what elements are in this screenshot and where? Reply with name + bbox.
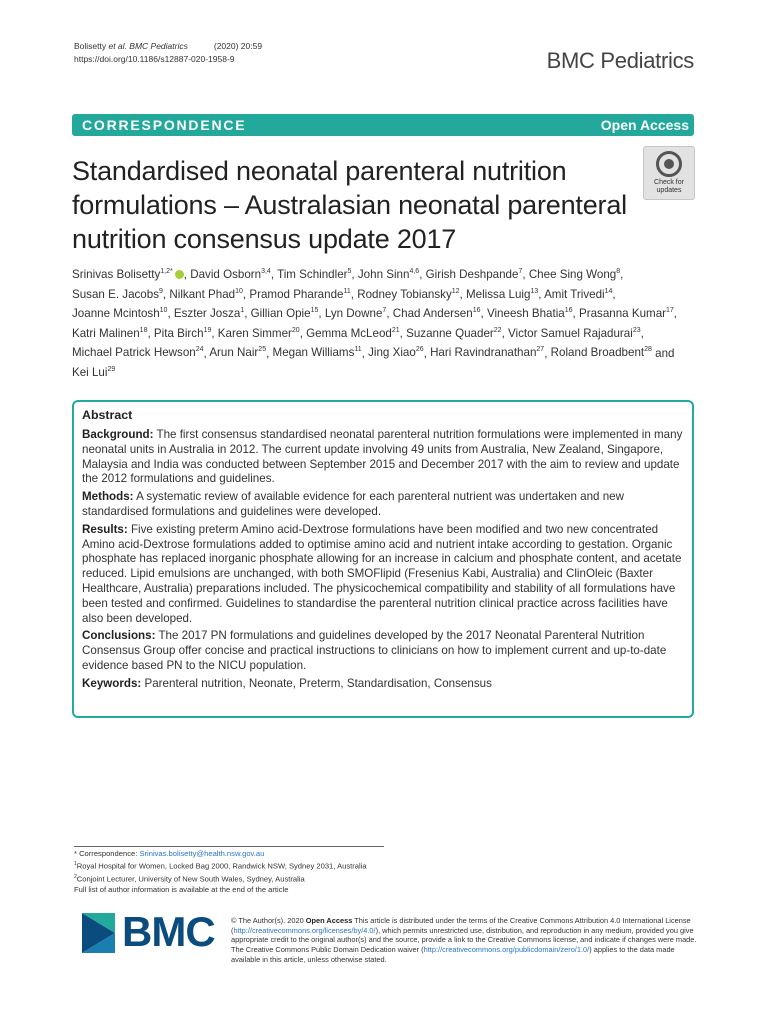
article-title: Standardised neonatal parenteral nutrition formulations – Australasian neonatal parenteral nutrition consensus update 2017 [72, 156, 627, 254]
author-affiliation: 5 [347, 268, 352, 275]
author-name: Pita Birch$^{19}$ [153, 326, 212, 340]
author-affiliation: 17 [666, 307, 674, 315]
author-name: Susan E. Jacobs$^9$ [72, 287, 163, 301]
author-name: David Osborn$^{3,4}$ [190, 267, 271, 281]
author-name: Rodney Tobiansky$^{12}$ [357, 287, 460, 301]
keywords-text: Parenteral nutrition, Neonate, Preterm, Standardisation, Consensus [141, 676, 492, 690]
cc-zero-link[interactable]: http://creativecommons.org/publicdomain/zero/1.0/ [423, 945, 590, 955]
author-name: Hari Ravindranathan$^{27}$ [430, 346, 545, 360]
abstract-background [82, 428, 684, 487]
abstract-methods [82, 490, 684, 520]
author-affiliation: 14 [604, 287, 613, 295]
badge-line-1: Check for [654, 179, 684, 186]
author-name: Eszter Josza$^1$ [173, 307, 245, 321]
keywords-label: Keywords: [82, 676, 142, 690]
open-access-label: Open Access [600, 117, 689, 133]
author-name: Melissa Luig$^{13}$ [466, 287, 539, 301]
author-affiliation: 10 [159, 307, 168, 315]
author-affiliation: 28 [644, 346, 652, 354]
author-affiliation: 22 [493, 326, 502, 334]
citation-author: Bolisetty [74, 41, 107, 51]
author-name: Tim Schindler$^5$ [277, 267, 352, 281]
author-affiliation: 19 [203, 326, 212, 334]
author-name: Victor Samuel Rajadurai$^{23}$ [508, 326, 641, 340]
author-name: Amit Trivedi$^{14}$ [544, 287, 613, 301]
affiliation-2: Conjoint Lecturer, University of New South Wales, Sydney, Australia [76, 874, 305, 884]
abstract-keywords [82, 677, 684, 692]
author-affiliation: 10 [235, 287, 243, 295]
author-affiliation: 24 [195, 346, 204, 354]
author-name: Chee Sing Wong$^8$ [528, 267, 621, 281]
author-name: Gemma McLeod$^{21}$ [306, 326, 400, 340]
author-info-note: Full list of author information is available at the end of the article [74, 884, 289, 894]
abstract-conclusions [82, 629, 684, 673]
author-name: Chad Andersen$^{16}$ [392, 307, 481, 321]
bmc-logo [82, 908, 216, 956]
license-part-2: ), which permits unrestricted use, distribution, and reproduction in any medium, provided you give appropriate credit to the original author(s) and the source, provide a link to the Creative Commons license, and indicate if changes were made. The Creative Commons Public Domain Dedication waiver ( [231, 925, 697, 955]
author-name: Jing Xiao$^{26}$ [368, 346, 424, 360]
author-affiliation: 1 [240, 307, 245, 315]
author-name: Gillian Opie$^{15}$ [250, 307, 319, 321]
methods-text: A systematic review of available evidence for each parenteral nutrient was undertaken and new standardised formulations and guidelines were developed. [82, 490, 624, 518]
author-name: Karen Simmer$^{20}$ [217, 326, 300, 340]
orcid-icon[interactable] [175, 270, 184, 279]
author-name: Kei Lui$^{29}$ [72, 366, 116, 380]
author-name: Nilkant Phad$^{10}$ [169, 287, 243, 301]
aff1-marker: 1 [74, 861, 77, 868]
bmc-logo-text: BMC [122, 908, 215, 955]
author-affiliation: 9 [159, 287, 163, 295]
license-part-1: This article is distributed under the terms of the Creative Commons Attribution 4.0 International License ( [231, 916, 691, 935]
author-affiliation: 3,4 [261, 268, 271, 275]
bmc-logo-mark-icon [82, 913, 115, 953]
author-list: Srinivas Bolisetty$^{1,2*}$ , David Osborn$^{3,4}$, Tim Schindler$^5$, John Sinn$^{4,6}$, Girish Deshpande$^7$, Chee Sing Wong$^8$, Susan E. Jacobs$^9$, Nilkant Phad$^{10}$, Pramod Pharande$^{11}$, Rodney Tobiansky$^{12}$, Melissa Luig$^{13}$, Amit Trivedi$^{14}$, Joanne Mcintosh$^{10}$, Eszter Josza$^1$, Gillian Opie$^{15}$, Lyn Downe$^7$, Chad Andersen$^{16}$, Vineesh Bhatia$^{16}$, Prasanna Kumar$^{17}$, Katri Malinen$^{18}$, Pita Birch$^{19}$, Karen Simmer$^{20}$, Gemma McLeod$^{21}$, Suzanne Quader$^{22}$, Victor Samuel Rajadurai$^{23}$, Michael Patrick Hewson$^{24}$, Arun Nair$^{25}$, Megan Williams$^{11}$, Jing Xiao$^{26}$, Hari Ravindranathan$^{27}$, Roland Broadbent$^{28}$ and Kei Lui$^{29}$ [72, 267, 678, 380]
author-name: Girish Deshpande$^7$ [425, 267, 523, 281]
author-affiliation: 20 [291, 326, 300, 334]
article-type: CORRESPONDENCE [82, 117, 247, 133]
footnotes [74, 846, 384, 895]
author-affiliation: 11 [343, 287, 351, 295]
author-name: Katri Malinen$^{18}$ [72, 326, 148, 340]
license-open-access: Open Access [305, 916, 353, 925]
results-label: Results: [82, 522, 128, 536]
background-text: The first consensus standardised neonatal parenteral nutrition formulations were implemented in many neonatal units in Australia in 2012. The current update involving 49 units from Australia, New Zealand, Singapore, Malaysia and India was conducted between September 2015 and December 2017 with the aim to review and update the 2012 formulations and guidelines. [82, 428, 683, 486]
author-affiliation: 27 [536, 346, 545, 354]
crossmark-icon [656, 151, 682, 177]
author-affiliation: 1,2* [160, 268, 173, 275]
background-label: Background: [82, 428, 154, 441]
correspondence-email[interactable]: Srinivas.bolisetty@health.nsw.gov.au [139, 849, 265, 858]
citation-year: (2020) 20:59 [213, 41, 263, 51]
author-name: Arun Nair$^{25}$ [209, 346, 267, 360]
doi-link[interactable]: https://doi.org/10.1186/s12887-020-1958-9 [74, 54, 235, 64]
author-name: Roland Broadbent$^{28}$ [550, 346, 652, 360]
author-name: Joanne Mcintosh$^{10}$ [72, 307, 168, 321]
author-affiliation: 13 [530, 287, 539, 295]
author-affiliation: 25 [258, 346, 267, 354]
results-text: Five existing preterm Amino acid-Dextrose formulations have been modified and two new concentrated Amino acid-Dextrose formulations added to optimise amino acid and nutrient intake according to gestation. Organic phosphate has replaced inorganic phosphate allowing for an increase in calcium and phosphate content, and acetate reduced. Lipid emulsions are unchanged, with both SMOFlipid (Fresenius Kabi, Australia) and ClinOleic (Baxter Healthcare, Australia) preparations included. The physicochemical compatibility and stability of all formulations have been tested and confirmed. Guidelines to standardise the parenteral nutrition clinical practice across facilities have also been developed. [82, 522, 682, 625]
license-part-3: ) applies to the data made available in this article, unless otherwise stated. [231, 945, 675, 964]
badge-line-2: updates [656, 186, 682, 194]
journal-name: BMC Pediatrics [546, 48, 694, 73]
author-name: Srinivas Bolisetty$^{1,2*}$ [72, 268, 184, 281]
abstract-box [72, 400, 694, 718]
author-name: Lyn Downe$^7$ [324, 307, 387, 321]
author-affiliation: 23 [632, 326, 641, 334]
aff2-marker: 2 [74, 873, 77, 880]
license-text [231, 916, 697, 965]
abstract-results [82, 523, 684, 627]
license-copyright: © The Author(s). 2020 [231, 916, 306, 925]
check-for-updates-badge[interactable] [643, 146, 695, 200]
author-name: Megan Williams$^{11}$ [272, 346, 362, 360]
conclusions-label: Conclusions: [82, 629, 156, 643]
conclusions-text: The 2017 PN formulations and guidelines developed by the 2017 Neonatal Parenteral Nutrition Consensus Group offer concise and practical instructions to clinicians on how to implement current and up-to-date evidence based PN to the NICU population. [82, 629, 667, 672]
author-name: Prasanna Kumar$^{17}$ [579, 307, 674, 321]
author-affiliation: 18 [139, 326, 148, 334]
author-name: Suzanne Quader$^{22}$ [406, 326, 502, 340]
author-affiliation: 16 [472, 307, 481, 315]
author-affiliation: 11 [354, 346, 362, 354]
author-affiliation: 21 [391, 326, 400, 334]
author-name: Vineesh Bhatia$^{16}$ [486, 307, 573, 321]
methods-label: Methods: [82, 490, 134, 504]
author-affiliation: 8 [616, 268, 621, 275]
author-name: Pramod Pharande$^{11}$ [249, 287, 351, 301]
cc-by-link[interactable]: http://creativecommons.org/licenses/by/4.0/ [233, 925, 376, 935]
citation-journal: et al. BMC Pediatrics [106, 41, 188, 51]
author-affiliation: 29 [107, 366, 116, 374]
author-affiliation: 26 [415, 346, 424, 354]
abstract-heading: Abstract [82, 408, 133, 422]
author-name: Michael Patrick Hewson$^{24}$ [72, 346, 204, 360]
article-type-banner [72, 114, 694, 136]
author-name: John Sinn$^{4,6}$ [357, 267, 420, 281]
author-affiliation: 12 [451, 287, 460, 295]
author-affiliation: 15 [310, 307, 319, 315]
affiliation-1: Royal Hospital for Women, Locked Bag 2000, Randwick NSW, Sydney 2031, Australia [76, 861, 367, 871]
citation [74, 40, 262, 66]
correspondence-label: * Correspondence: [74, 849, 140, 858]
author-affiliation: 16 [564, 307, 573, 315]
author-affiliation: 7 [382, 307, 387, 315]
author-affiliation: 7 [518, 268, 523, 275]
author-affiliation: 4,6 [409, 268, 420, 275]
